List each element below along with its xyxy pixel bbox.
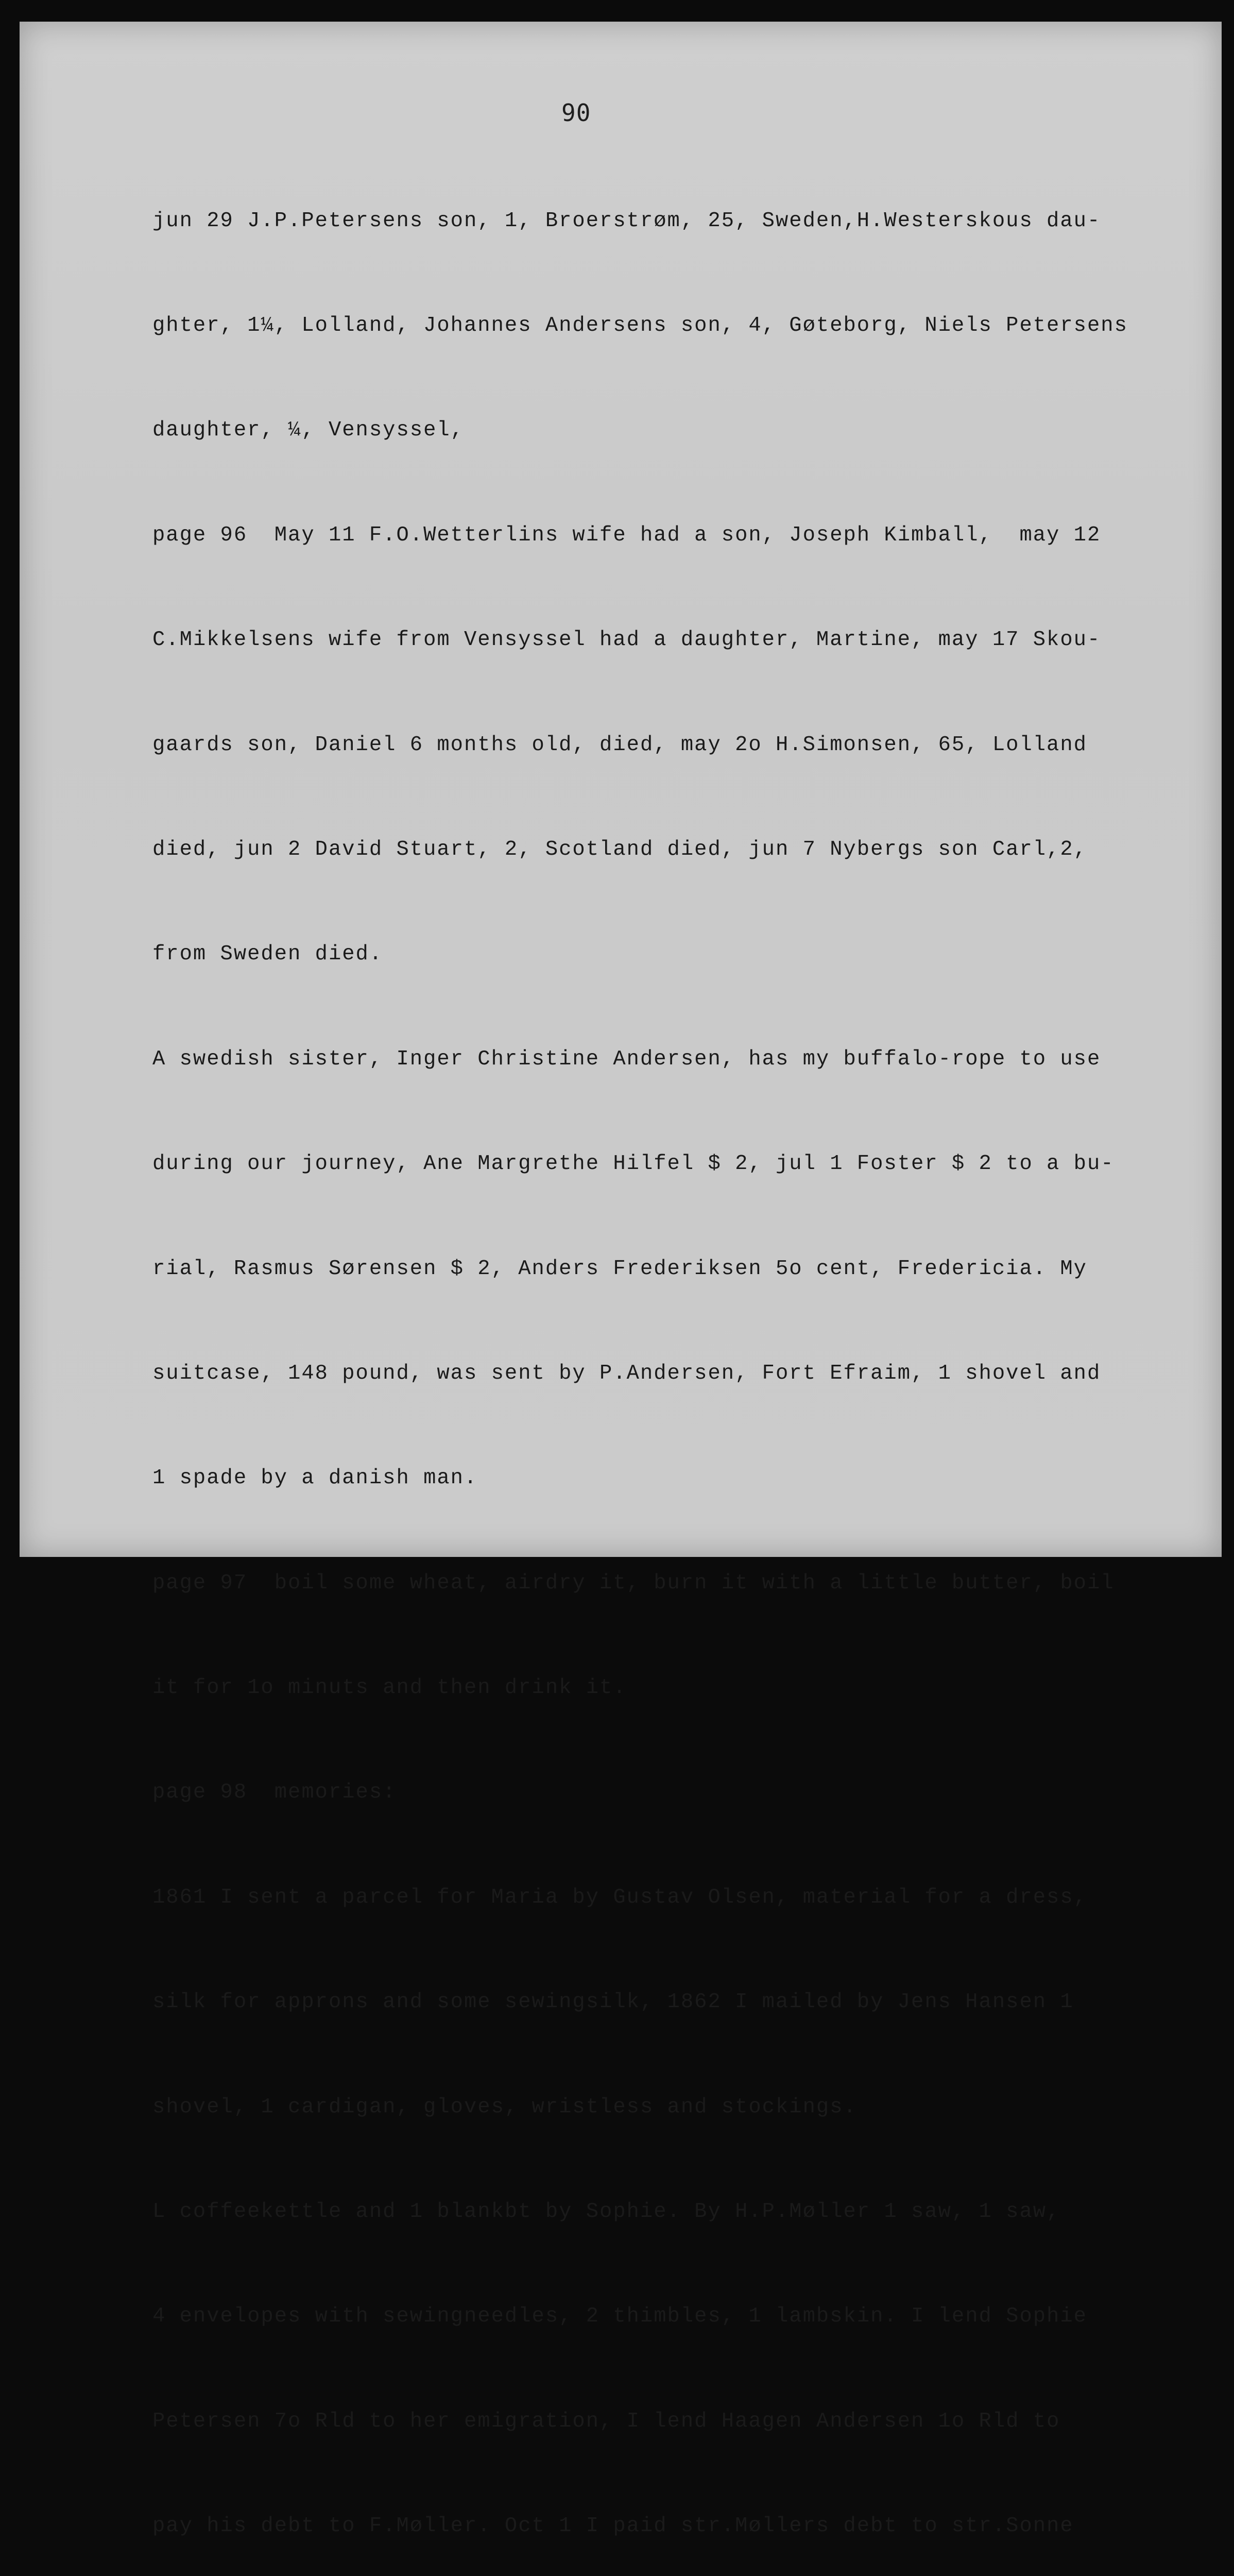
- text-line: pay his debt to F.Møller. Oct 1 I paid str.Møllers debt to str.Sonne: [152, 2514, 1074, 2538]
- text-line: 1 spade by a danish man.: [152, 1466, 478, 1490]
- text-line: gaards son, Daniel 6 months old, died, may 2o H.Simonsen, 65, Lolland: [152, 733, 1087, 757]
- text-line: C.Mikkelsens wife from Vensyssel had a daughter, Martine, may 17 Skou-: [152, 628, 1101, 652]
- text-line: rial, Rasmus Sørensen $ 2, Anders Frederiksen 5o cent, Fredericia. My: [152, 1257, 1087, 1281]
- text-line: from Sweden died.: [152, 942, 383, 967]
- text-line: L coffeekettle and 1 blankbt by Sophie. By H.P.Møller 1 saw, 1 saw,: [152, 2200, 1060, 2224]
- text-line: 4 envelopes with sewingneedles, 2 thimbles, 1 lambskin. I lend Sophie: [152, 2304, 1087, 2329]
- text-line: suitcase, 148 pound, was sent by P.Andersen, Fort Efraim, 1 shovel and: [152, 1361, 1101, 1385]
- text-line: Petersen 7o Rld to her emigration, I lend Haagen Andersen 1o Rld to: [152, 2409, 1060, 2433]
- text-line: during our journey, Ane Margrethe Hilfel $ 2, jul 1 Foster $ 2 to a bu-: [152, 1152, 1115, 1176]
- text-line: A swedish sister, Inger Christine Andersen, has my buffalo-rope to use: [152, 1047, 1101, 1071]
- text-line: 1861 I sent a parcel for Maria by Gustav Olsen, material for a dress,: [152, 1885, 1087, 1909]
- text-line: ghter, 1¼, Lolland, Johannes Andersens son, 4, Gøteborg, Niels Petersens: [152, 313, 1128, 337]
- text-line: it for 1o minuts and then drink it.: [152, 1676, 627, 1700]
- typed-text-body: [152, 134, 1213, 2576]
- text-line: died, jun 2 David Stuart, 2, Scotland died, jun 7 Nybergs son Carl,2,: [152, 837, 1087, 861]
- text-line: page 96 May 11 F.O.Wetterlins wife had a son, Joseph Kimball, may 12: [152, 523, 1101, 547]
- page-number: 90: [561, 99, 591, 127]
- text-line: page 98 memories:: [152, 1781, 397, 1805]
- text-line: shovel, 1 cardigan, gloves, wristless and stockings.: [152, 2095, 857, 2119]
- text-line: silk for approns and some sewingsilk, 1862 I mailed by Jens Hansen 1: [152, 1990, 1074, 2014]
- text-line: jun 29 J.P.Petersens son, 1, Broerstrøm, 25, Sweden,H.Westerskous dau-: [152, 209, 1101, 233]
- text-line: page 97 boil some wheat, airdry it, burn it with a little butter, boil: [152, 1571, 1115, 1595]
- text-line: daughter, ¼, Vensyssel,: [152, 418, 464, 443]
- document-page: [20, 22, 1222, 2538]
